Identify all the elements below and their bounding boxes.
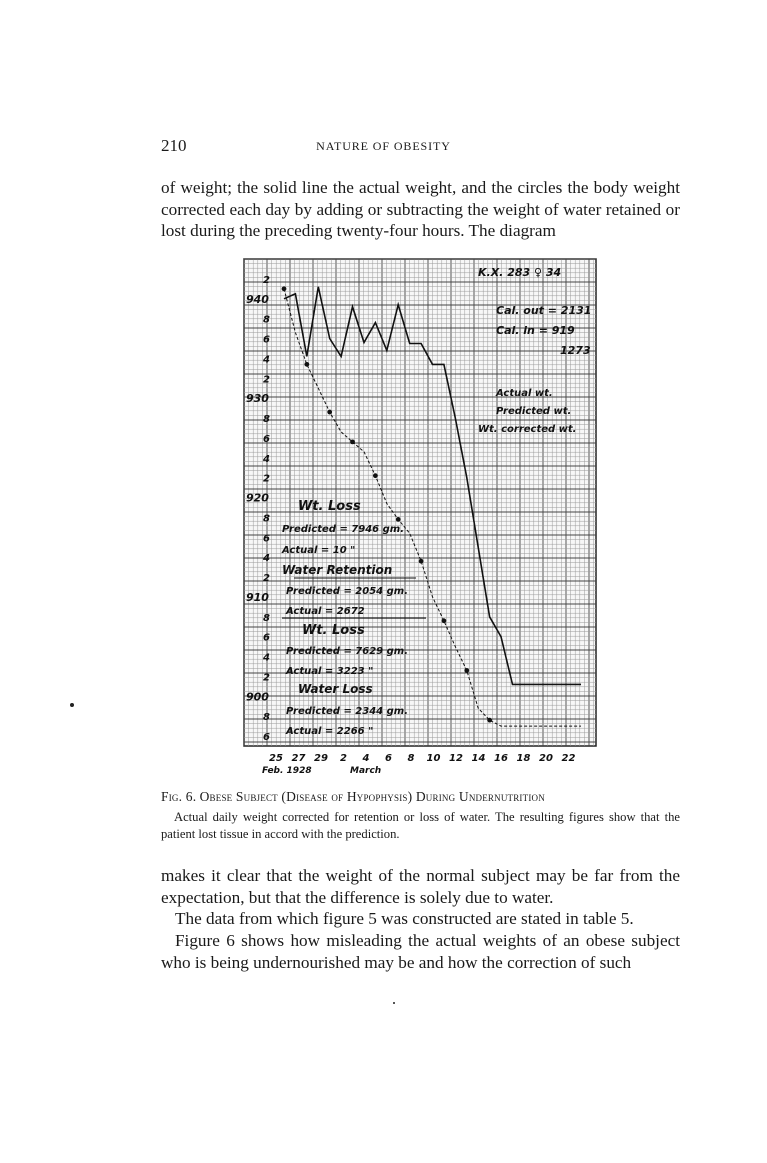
corrected-point xyxy=(487,718,492,723)
annotation-actual-3: Actual = 3223 " xyxy=(286,666,374,677)
y-minor-label: 8 xyxy=(263,712,270,724)
cal-out-label: Cal. out = 2131 xyxy=(496,304,592,317)
corrected-point xyxy=(327,410,332,415)
y-minor-label: 8 xyxy=(263,414,270,426)
annotation-predicted-1: Predicted = 7946 gm. xyxy=(282,524,405,535)
y-minor-label: 2 xyxy=(263,374,270,386)
x-tick-label: 22 xyxy=(561,753,576,764)
figure-caption-text: Actual daily weight corrected for retention or loss of water. The resulting figures show that the patient lost tissue in accord with the prediction. xyxy=(161,810,680,841)
lead-paragraph: of weight; the solid line the actual weight, and the circles the body weight corrected each day by adding or subtracting the weight of water retained or lost during the preceding twenty-four hours. The diagram xyxy=(161,178,680,241)
corrected-point xyxy=(419,559,424,564)
x-tick-label: 2 xyxy=(340,753,347,764)
x-tick-label: 14 xyxy=(471,753,486,764)
x-tick-label: 10 xyxy=(426,753,441,764)
x-tick-label: 25 xyxy=(269,753,283,764)
annotation-actual-1: Actual = 10 " xyxy=(282,545,356,556)
running-head: NATURE OF OBESITY xyxy=(316,139,451,153)
corrected-point xyxy=(350,439,355,444)
y-major-label: 940 xyxy=(246,292,269,306)
page-number: 210 xyxy=(161,136,187,155)
cal-in-label: Cal. in = 919 xyxy=(496,324,575,337)
annotation-water-retention: Water Retention xyxy=(282,563,393,577)
corrected-point xyxy=(304,362,309,367)
x-tick-label: 4 xyxy=(362,753,370,764)
corrected-point xyxy=(282,286,287,291)
y-minor-label: 2 xyxy=(263,473,270,485)
annotation-actual-4: Actual = 2266 " xyxy=(286,726,374,737)
annotation-predicted-3: Predicted = 7629 gm. xyxy=(286,646,409,657)
y-major-label: 900 xyxy=(246,690,269,704)
y-minor-label: 6 xyxy=(263,334,270,346)
y-minor-label: 8 xyxy=(263,513,270,525)
x-tick-label: 27 xyxy=(291,753,306,764)
annotation-water-loss: Water Loss xyxy=(298,682,373,696)
x-month-label-feb: Feb. 1928 xyxy=(262,766,312,776)
y-minor-label: 2 xyxy=(263,274,270,286)
x-tick-label: 20 xyxy=(539,753,553,764)
figure-6 xyxy=(238,256,602,776)
x-month-label-march: March xyxy=(350,766,382,776)
figure-caption-title xyxy=(161,789,680,805)
annotation-wt-loss-2: Wt. Loss xyxy=(302,623,365,638)
y-minor-label: 2 xyxy=(263,672,270,684)
y-minor-label: 6 xyxy=(263,632,270,644)
x-tick-label: 29 xyxy=(314,753,328,764)
subject-label: K.X. 283 ♀ 34 xyxy=(478,266,562,279)
after-paragraph-3: Figure 6 shows how misleading the actual weights of an obese subject who is being undernourished may be and how the correction of such xyxy=(161,931,680,972)
x-tick-label: 6 xyxy=(385,753,392,764)
y-minor-label: 4 xyxy=(263,354,270,366)
annotation-wt-loss-1: Wt. Loss xyxy=(298,499,361,514)
legend-corrected: Wt. corrected wt. xyxy=(478,424,577,435)
margin-dot xyxy=(70,703,74,707)
legend-predicted: Predicted wt. xyxy=(496,406,572,417)
y-minor-label: 8 xyxy=(263,314,270,326)
corrected-point xyxy=(442,618,447,623)
y-minor-label: 6 xyxy=(263,433,270,445)
corrected-point xyxy=(373,473,378,478)
corrected-point xyxy=(464,668,469,673)
x-tick-label: 18 xyxy=(516,753,531,764)
after-paragraph-1: makes it clear that the weight of the normal subject may be far from the expectation, but that the difference is solely due to water. xyxy=(161,866,680,907)
after-paragraph-2: The data from which figure 5 was constructed are stated in table 5. xyxy=(175,909,634,928)
y-minor-label: 2 xyxy=(263,573,270,585)
annotation-predicted-2: Predicted = 2054 gm. xyxy=(286,586,409,597)
annotation-predicted-4: Predicted = 2344 gm. xyxy=(286,706,409,717)
y-major-label: 930 xyxy=(246,392,269,406)
bottom-dot xyxy=(393,1002,395,1004)
caption-title-text: Obese Subject (Disease of Hypophysis) During Undernutrition xyxy=(199,789,545,804)
y-minor-label: 4 xyxy=(263,652,270,664)
legend-actual: Actual wt. xyxy=(496,388,553,399)
x-axis-labels xyxy=(262,753,575,776)
annotation-actual-2: Actual = 2672 xyxy=(286,606,365,617)
cal-diff-label: 1273 xyxy=(560,344,591,357)
x-tick-label: 16 xyxy=(494,753,508,764)
y-major-label: 920 xyxy=(246,491,269,505)
caption-label: Fig. 6. xyxy=(161,789,197,804)
y-minor-label: 8 xyxy=(263,612,270,624)
weight-chart xyxy=(238,256,602,776)
y-minor-label: 6 xyxy=(263,732,270,744)
corrected-point xyxy=(396,517,401,522)
x-tick-label: 8 xyxy=(407,753,415,764)
y-minor-label: 6 xyxy=(263,533,270,545)
y-minor-label: 4 xyxy=(263,453,270,465)
y-major-label: 910 xyxy=(246,590,269,604)
y-minor-label: 4 xyxy=(263,553,270,565)
x-tick-label: 12 xyxy=(449,753,463,764)
